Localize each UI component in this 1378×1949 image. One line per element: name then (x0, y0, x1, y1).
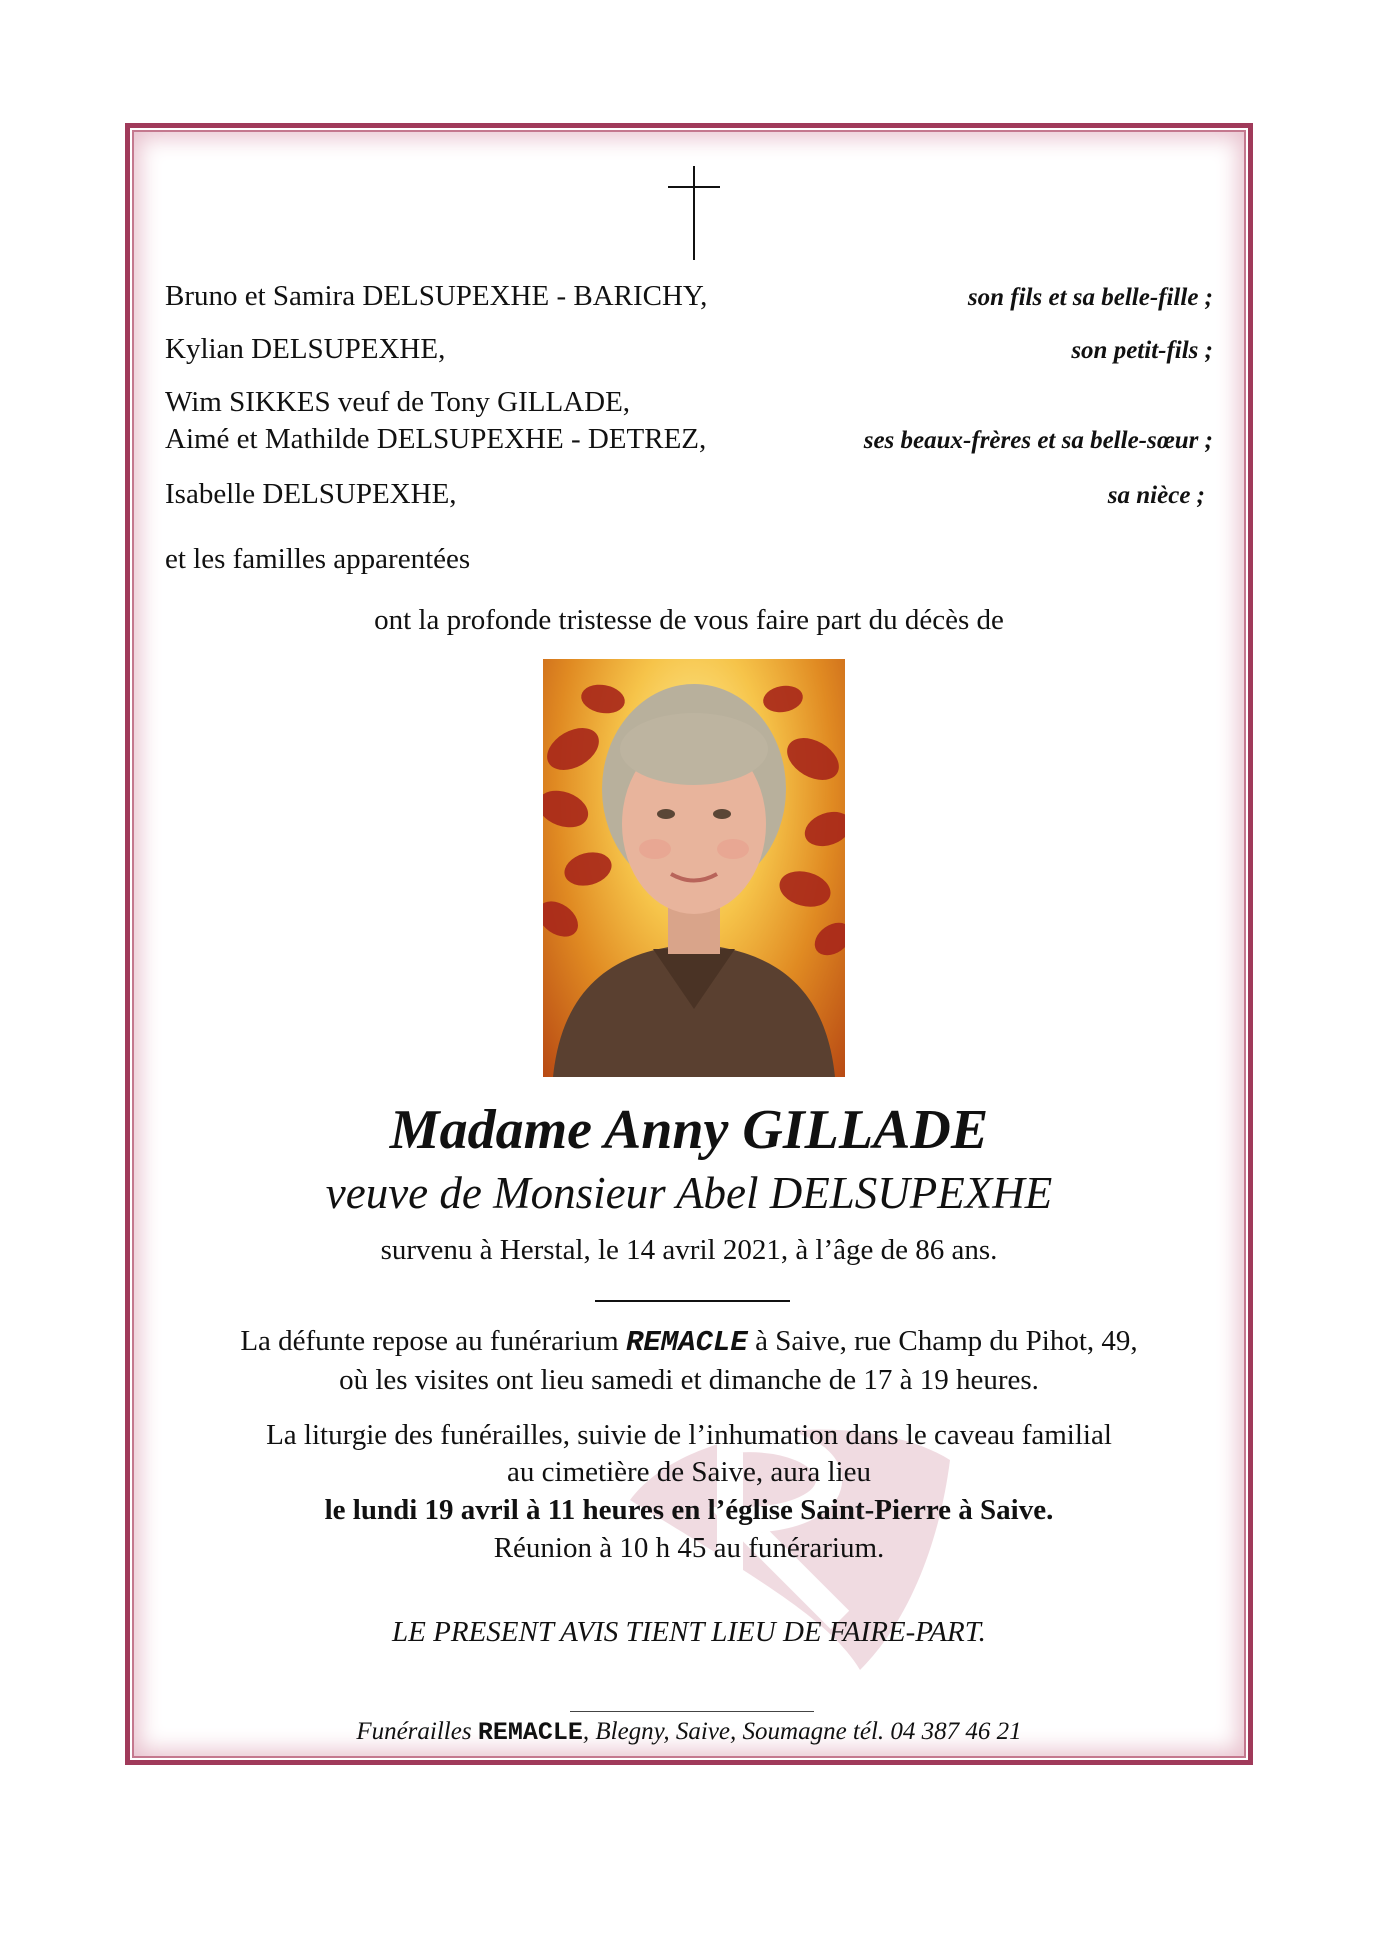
separator-line (595, 1300, 790, 1302)
family-names: Isabelle DELSUPEXHE, (165, 478, 457, 510)
death-info: survenu à Herstal, le 14 avril 2021, à l’âge de 86 ans. (380, 1234, 998, 1266)
visitation-line-2: où les visites ont lieu samedi et dimanche de 17 à 19 heures. (339, 1364, 1039, 1396)
ceremony-line-4: Réunion à 10 h 45 au funérarium. (493, 1532, 885, 1564)
family-relation: ses beaux-frères et sa belle-sœur ; (863, 427, 1213, 454)
family-relation: sa nièce ; (1107, 482, 1205, 509)
family-relation: son fils et sa belle-fille ; (967, 284, 1213, 311)
footer-text (125, 1718, 1253, 1747)
announcement-text: ont la profonde tristesse de vous faire part du décès de (374, 604, 1004, 636)
family-names: Bruno et Samira DELSUPEXHE - BARICHY, (165, 280, 708, 312)
family-names: Wim SIKKES veuf de Tony GILLADE, (165, 386, 631, 418)
family-relation: son petit-fils ; (1071, 337, 1213, 364)
families-text: et les familles apparentées (165, 543, 471, 575)
footer-prefix: Funérailles (356, 1718, 472, 1745)
visitation-text-before: La défunte repose au funérarium (240, 1325, 619, 1357)
cross-icon (668, 166, 720, 260)
deceased-spouse: veuve de Monsieur Abel DELSUPEXHE (325, 1168, 1053, 1218)
visitation-line-1 (125, 1325, 1253, 1359)
footer-separator (570, 1711, 814, 1712)
ceremony-line-1: La liturgie des funérailles, suivie de l’inhumation dans le caveau familial (266, 1419, 1112, 1451)
footer-brand: REMACLE (477, 1718, 583, 1747)
family-names: Aimé et Mathilde DELSUPEXHE - DETREZ, (165, 423, 707, 455)
ceremony-line-2: au cimetière de Saive, aura lieu (507, 1456, 871, 1488)
footer-suffix: , Blegny, Saive, Soumagne tél. 04 387 46 21 (582, 1718, 1022, 1745)
funeral-home-name: REMACLE (626, 1326, 748, 1359)
family-names: Kylian DELSUPEXHE, (165, 333, 446, 365)
ceremony-line-3: le lundi 19 avril à 11 heures en l’église Saint-Pierre à Saive. (324, 1494, 1054, 1526)
visitation-text-after: à Saive, rue Champ du Pihot, 49, (755, 1325, 1138, 1357)
deceased-name: Madame Anny GILLADE (389, 1099, 989, 1161)
portrait-photo (543, 659, 845, 1077)
notice-text: LE PRESENT AVIS TIENT LIEU DE FAIRE-PART. (392, 1616, 986, 1648)
